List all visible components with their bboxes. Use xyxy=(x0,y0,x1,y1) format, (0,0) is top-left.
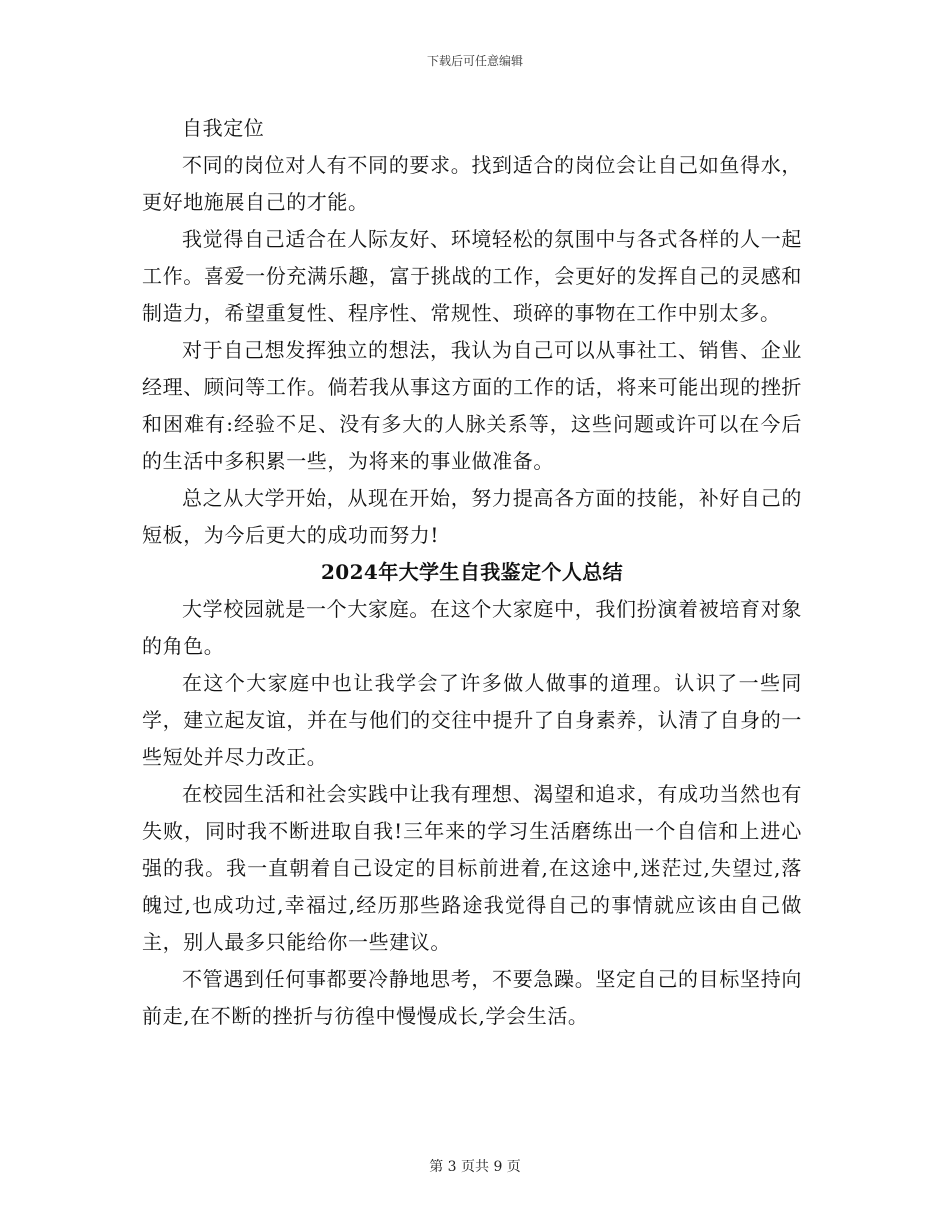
page-number: 第 3 页共 9 页 xyxy=(429,1159,521,1175)
paragraph: 不管遇到任何事都要冷静地思考，不要急躁。坚定自己的目标坚持向前走,在不断的挫折与彷徨中慢慢成长,学会生活。 xyxy=(142,967,802,1028)
paragraph: 大学校园就是一个大家庭。在这个大家庭中，我们扮演着被培育对象的角色。 xyxy=(142,597,802,658)
paragraph: 不同的岗位对人有不同的要求。找到适合的岗位会让自己如鱼得水，更好地施展自己的才能。 xyxy=(142,153,802,214)
document-body xyxy=(142,110,802,1035)
document-title: 2024年大学生自我鉴定个人总结 xyxy=(320,560,624,584)
paragraph: 我觉得自己适合在人际友好、环境轻松的氛围中与各式各样的人一起工作。喜爱一份充满乐趣，富于挑战的工作，会更好的发挥自己的灵感和制造力，希望重复性、程序性、常规性、琐碎的事物在工作中别太多。 xyxy=(142,227,802,325)
paragraph: 总之从大学开始，从现在开始，努力提高各方面的技能，补好自己的短板，为今后更大的成功而努力! xyxy=(142,486,802,547)
section-heading: 自我定位 xyxy=(182,116,265,140)
paragraph: 在校园生活和社会实践中让我有理想、渴望和追求，有成功当然也有失败，同时我不断进取自我!三年来的学习生活磨练出一个自信和上进心强的我。我一直朝着自己设定的目标前进着,在这途中,迷茫过,失望过,落魄过,也成功过,幸福过,经历那些路途我觉得自己的事情就应该由自己做主，别人最多只能给你一些建议。 xyxy=(142,782,802,954)
page-header: 下载后可任意编辑 xyxy=(426,54,523,68)
paragraph: 对于自己想发挥独立的想法，我认为自己可以从事社工、销售、企业经理、顾问等工作。倘若我从事这方面的工作的话，将来可能出现的挫折和困难有:经验不足、没有多大的人脉关系等，这些问题或许可以在今后的生活中多积累一些，为将来的事业做准备。 xyxy=(142,338,802,473)
paragraph: 在这个大家庭中也让我学会了许多做人做事的道理。认识了一些同学，建立起友谊，并在与他们的交往中提升了自身素养，认清了自身的一些短处并尽力改正。 xyxy=(142,671,802,769)
